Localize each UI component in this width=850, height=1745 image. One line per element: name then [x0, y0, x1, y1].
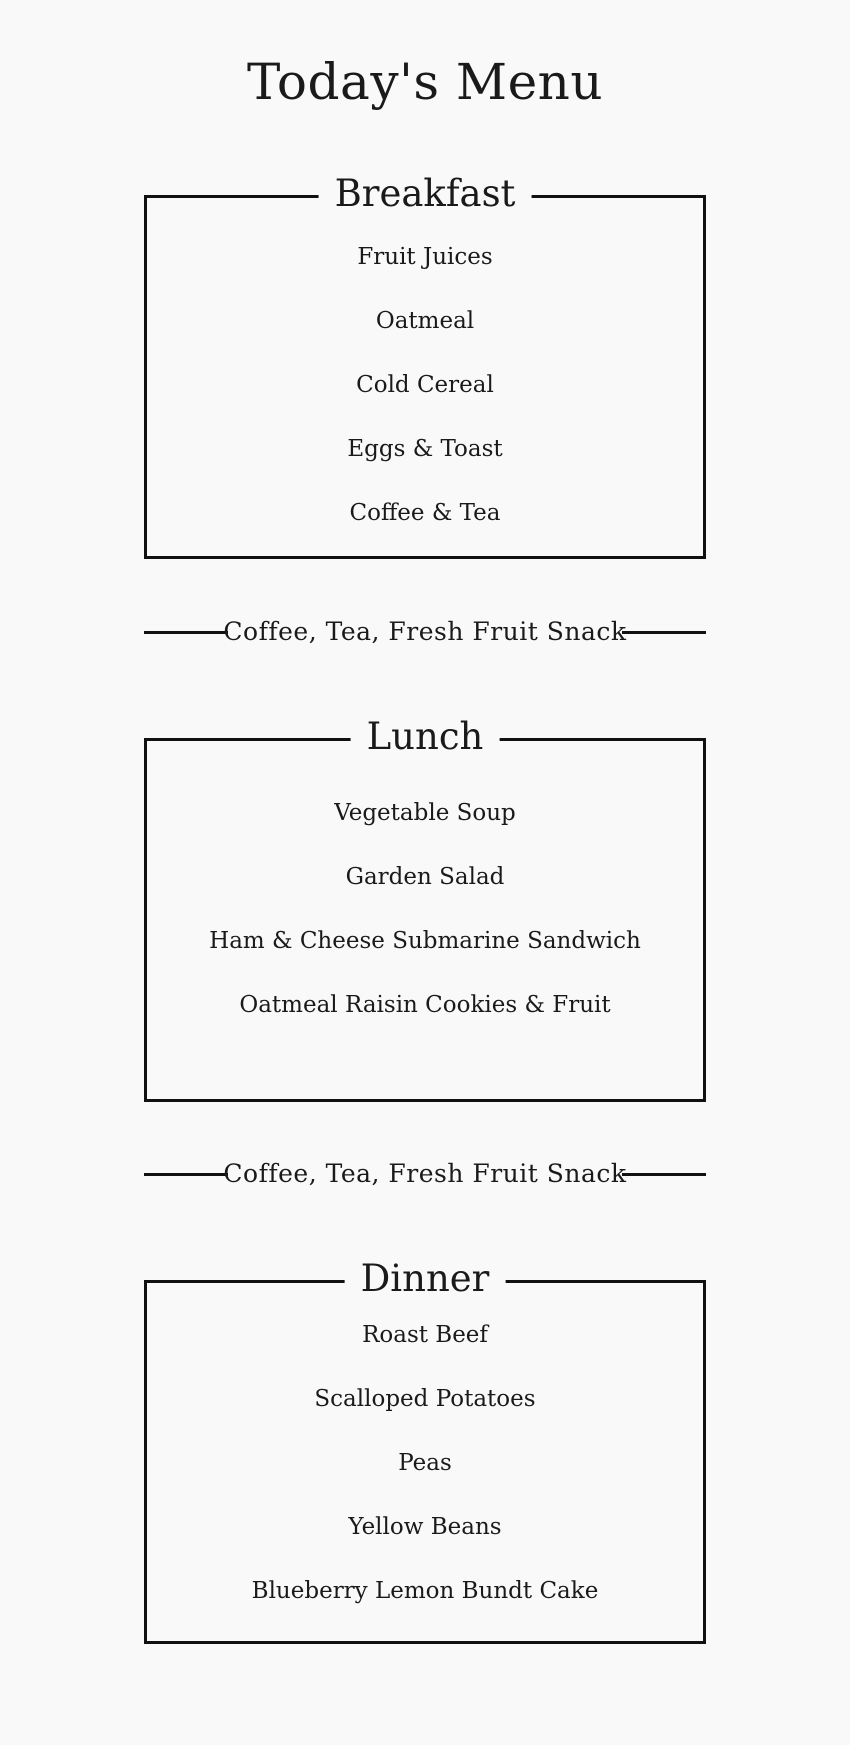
menu-item: Garden Salad [345, 864, 505, 890]
dinner-items [147, 1303, 703, 1623]
menu-item: Cold Cereal [356, 372, 494, 398]
snack-divider [144, 1154, 706, 1194]
menu-item: Peas [398, 1450, 452, 1476]
menu-item: Vegetable Soup [334, 800, 516, 826]
divider-rule [622, 631, 706, 634]
menu-item: Fruit Juices [357, 244, 493, 270]
menu-item: Oatmeal [375, 308, 475, 334]
snack-text: Coffee, Tea, Fresh Fruit Snack [223, 617, 627, 646]
snack-divider [144, 612, 706, 652]
menu-item: Ham & Cheese Submarine Sandwich [209, 928, 641, 954]
divider-rule [622, 1173, 706, 1176]
dinner-section [144, 1257, 706, 1644]
menu-item: Blueberry Lemon Bundt Cake [251, 1578, 599, 1604]
menu-item: Yellow Beans [348, 1514, 502, 1540]
menu-item: Scalloped Potatoes [314, 1386, 536, 1412]
breakfast-section [144, 172, 706, 559]
breakfast-title: Breakfast [319, 172, 532, 216]
menu-item: Oatmeal Raisin Cookies & Fruit [239, 992, 611, 1018]
page-title: Today's Menu [246, 53, 604, 111]
dinner-title: Dinner [345, 1257, 506, 1301]
snack-text: Coffee, Tea, Fresh Fruit Snack [223, 1159, 627, 1188]
menu-item: Roast Beef [362, 1322, 488, 1348]
lunch-title: Lunch [351, 715, 500, 759]
menu-item: Eggs & Toast [347, 436, 503, 462]
lunch-items [147, 781, 703, 1037]
lunch-section [144, 715, 706, 1102]
menu-item: Coffee & Tea [349, 500, 501, 526]
breakfast-items [147, 225, 703, 545]
